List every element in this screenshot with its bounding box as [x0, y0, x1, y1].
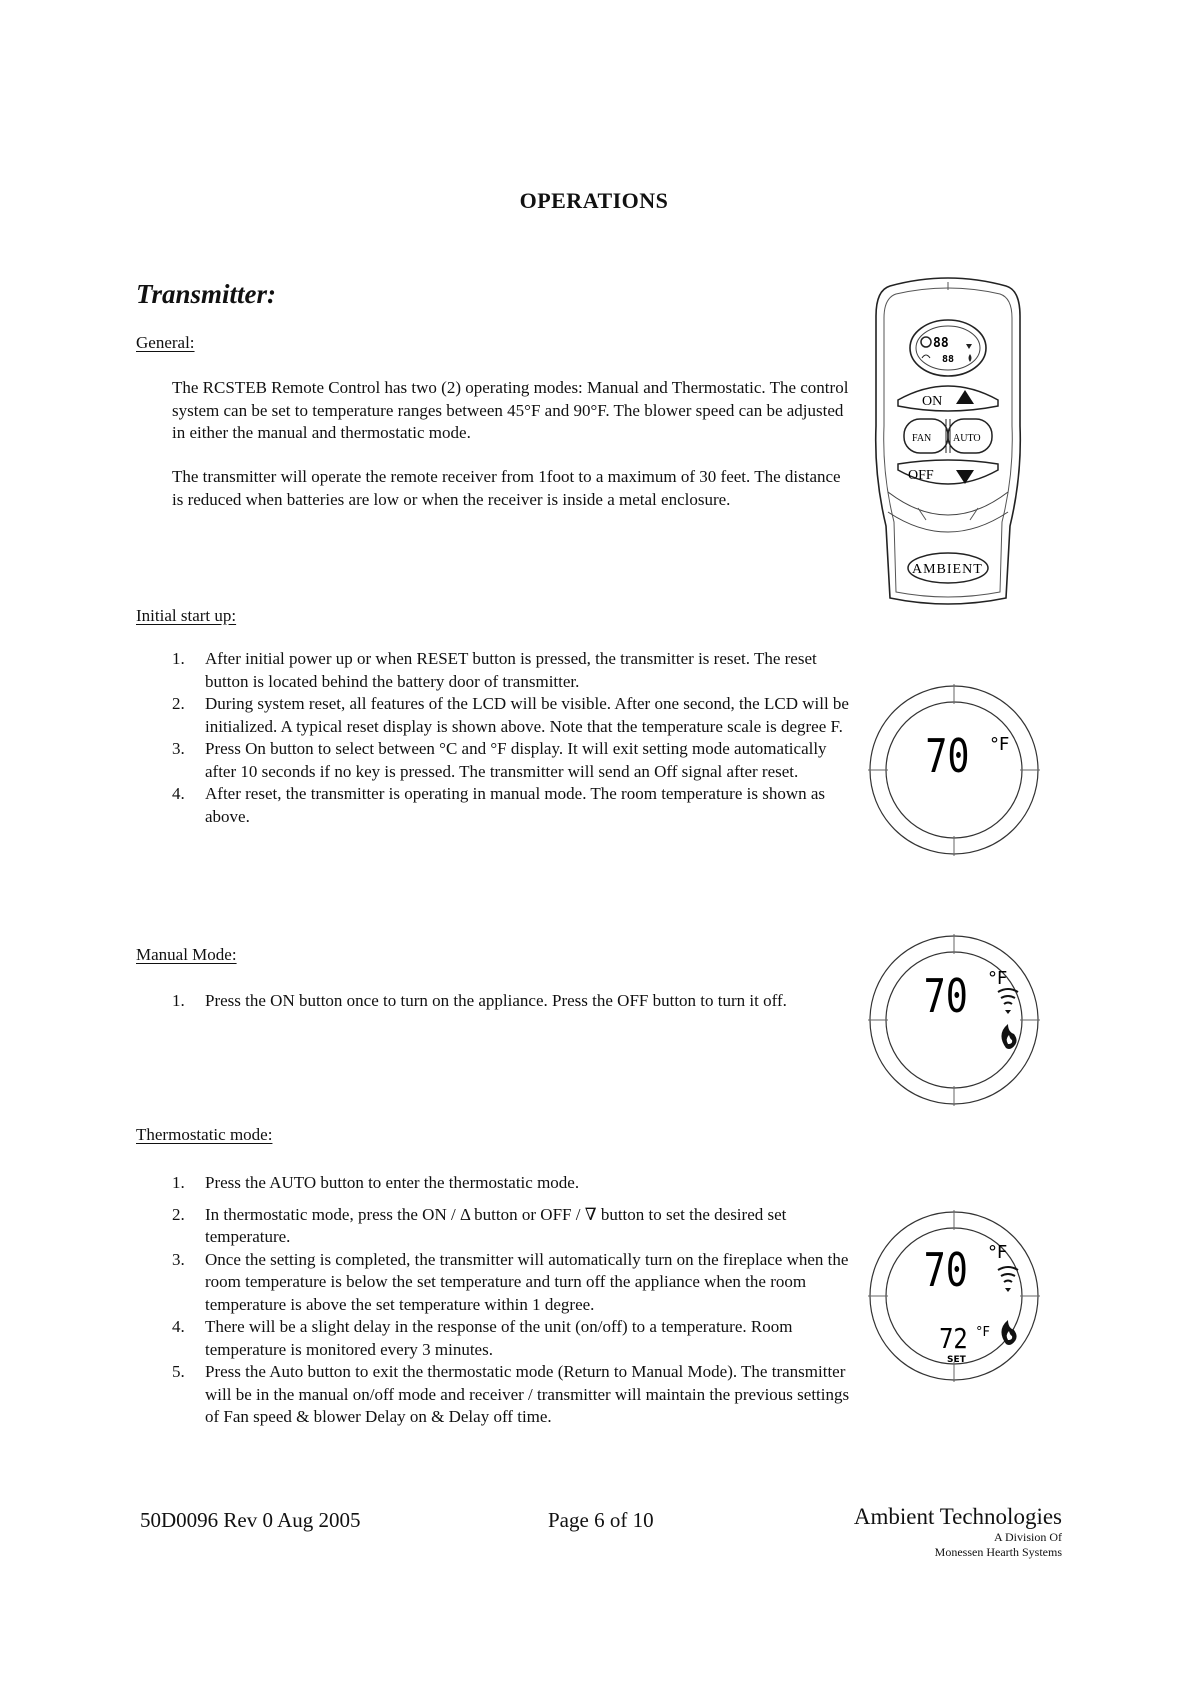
general-paragraph-1: The RCSTEB Remote Control has two (2) operating modes: Manual and Thermostatic. The control system can be set to temperature ranges between 45°F and 90°F. The blower speed can be adjusted in either the manual and thermostatic mode. — [172, 378, 849, 442]
lcd-display-manual-figure — [866, 932, 1042, 1108]
general-heading: General: — [136, 333, 195, 352]
list-text: Once the setting is completed, the transmitter will automatically turn on the fireplace when the room temperature is below the set temperature and turn off the appliance when the room temperature is above the set temperature within 1 degree. — [205, 1249, 849, 1314]
list-item — [160, 783, 860, 828]
thermostatic-mode-heading: Thermostatic mode: — [136, 1125, 273, 1144]
signal-waves-icon — [998, 1267, 1018, 1292]
room-temperature: 70 — [925, 728, 970, 784]
list-number: 3. — [172, 1249, 185, 1269]
room-temperature: 70 — [923, 968, 968, 1024]
temperature-unit: °F — [988, 968, 1008, 989]
list-number: 2. — [172, 694, 185, 713]
thermostatic-mode-list — [160, 1172, 860, 1429]
list-number: 4. — [172, 1317, 185, 1336]
on-button-label: ON — [922, 394, 943, 409]
list-number: 3. — [172, 739, 185, 758]
set-label: SET — [947, 1355, 966, 1365]
initial-start-up-heading: Initial start up: — [136, 606, 237, 625]
fan-button-label: FAN — [912, 433, 932, 444]
set-temperature: 72 — [939, 1323, 968, 1356]
list-text: In thermostatic mode, press the ON / Δ button or OFF / ∇ button to set the desired set temperature. — [205, 1204, 787, 1246]
remote-control-figure — [870, 276, 1026, 612]
manual-mode-heading: Manual Mode: — [136, 945, 237, 964]
page-title: OPERATIONS — [519, 188, 669, 213]
list-item — [160, 693, 860, 738]
auto-button-label: AUTO — [953, 433, 981, 444]
fan-symbol-icon — [921, 337, 931, 347]
list-item — [160, 1172, 860, 1195]
list-text: After initial power up or when RESET button is pressed, the transmitter is reset. The reset button is located behind the battery door of transmitter. — [205, 649, 817, 691]
list-number: 1. — [172, 1173, 185, 1192]
temperature-unit: °F — [990, 734, 1010, 755]
footer-division-line-2: Monessen Hearth Systems — [934, 1545, 1062, 1559]
list-text: There will be a slight delay in the response of the unit (on/off) to a temperature. Room temperature is monitored every 3 minutes. — [205, 1317, 793, 1359]
list-item — [160, 738, 860, 783]
list-text: Press the AUTO button to enter the thermostatic mode. — [205, 1173, 580, 1192]
list-text: Press the ON button once to turn on the appliance. Press the OFF button to turn it off. — [205, 991, 787, 1010]
room-temperature: 70 — [923, 1242, 968, 1298]
general-paragraph-2: The transmitter will operate the remote receiver from 1foot to a maximum of 30 feet. The distance is reduced when batteries are low or when the receiver is inside a metal enclosure. — [172, 467, 841, 509]
list-text: After reset, the transmitter is operating in manual mode. The room temperature is shown as above. — [205, 784, 826, 826]
list-number: 1. — [172, 649, 185, 668]
section-title: Transmitter: — [136, 279, 277, 309]
list-number: 4. — [172, 784, 185, 803]
manual-mode-list — [160, 990, 860, 1013]
list-item — [160, 1249, 860, 1317]
set-temperature-unit: °F — [976, 1325, 990, 1340]
on-button[interactable] — [898, 386, 998, 411]
flame-small-icon — [969, 354, 972, 362]
lcd-display-thermostatic-figure — [866, 1208, 1042, 1384]
footer-company-block — [854, 1504, 1062, 1560]
lcd-main-digits: 88 — [933, 336, 949, 351]
list-item — [160, 990, 860, 1013]
list-number: 1. — [172, 991, 185, 1010]
off-button-label: OFF — [908, 468, 934, 483]
brand-label: AMBIENT — [912, 562, 983, 577]
up-arrow-icon — [956, 390, 974, 404]
initial-start-up-list — [160, 648, 860, 828]
down-arrow-icon — [956, 470, 974, 484]
list-text: During system reset, all features of the LCD will be visible. After one second, the LCD will be initialized. A typical reset display is shown above. Note that the temperature scale is degree F. — [205, 694, 849, 736]
list-number: 5. — [172, 1362, 185, 1381]
list-item — [160, 1204, 860, 1249]
list-number: 2. — [172, 1204, 185, 1224]
lcd-small-digits: 88 — [942, 354, 955, 365]
list-item — [160, 1361, 860, 1429]
list-item — [160, 648, 860, 693]
signal-icon — [966, 344, 972, 349]
list-text: Press the Auto button to exit the thermostatic mode (Return to Manual Mode). The transmitter will be in the manual on/off mode and receiver / transmitter will maintain the previous settings of Fan speed & blower Delay on & Delay off time. — [205, 1362, 850, 1426]
list-item — [160, 1316, 860, 1361]
temperature-unit: °F — [988, 1242, 1008, 1263]
footer-company: Ambient Technologies — [853, 1504, 1062, 1529]
footer-page-number: Page 6 of 10 — [548, 1508, 654, 1532]
signal-waves-icon — [998, 989, 1018, 1014]
lcd-display-reset-figure — [866, 682, 1042, 858]
footer-doc-id: 50D0096 Rev 0 Aug 2005 — [140, 1508, 361, 1532]
list-text: Press On button to select between °C and °F display. It will exit setting mode automatically after 10 seconds if no key is pressed. The transmitter will send an Off signal after reset. — [205, 739, 827, 781]
footer-division-line-1: A Division Of — [993, 1530, 1062, 1544]
